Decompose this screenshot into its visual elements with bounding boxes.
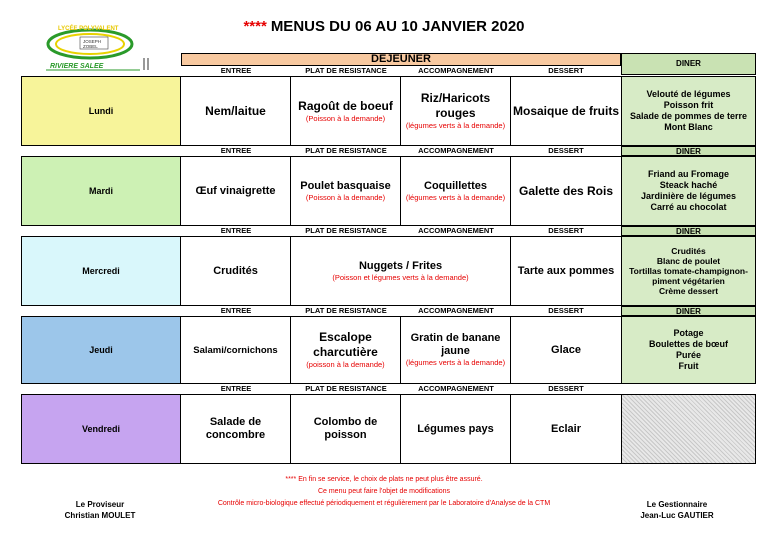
jeudi-entree-text: Salami/cornichons xyxy=(193,344,278,356)
mercredi-dessert-text: Tarte aux pommes xyxy=(517,264,615,277)
page-title xyxy=(0,18,768,35)
col-entree: ENTREE xyxy=(220,66,252,75)
svg-text:RIVIERE SALEE: RIVIERE SALEE xyxy=(50,63,104,70)
vendredi-dessert xyxy=(511,395,622,463)
signature-proviseur xyxy=(45,499,155,521)
gestionnaire-name: Jean-Luc GAUTIER xyxy=(640,511,714,520)
row-mardi xyxy=(21,156,756,226)
mercredi-plat xyxy=(291,237,511,305)
day-label-lundi: Lundi xyxy=(22,77,181,145)
gestionnaire-role: Le Gestionnaire xyxy=(646,500,708,509)
jeudi-entree xyxy=(181,317,291,383)
jeudi-diner-2: Boulettes de bœuf xyxy=(649,339,728,349)
footnote-1: **** En fin se service, le choix de plats ne peut plus être assuré. xyxy=(285,476,483,483)
lundi-accomp-note: (légumes verts à la demande) xyxy=(405,121,506,130)
mardi-diner-4: Carré au chocolat xyxy=(650,202,727,212)
col-plat: PLAT DE RESISTANCE xyxy=(305,226,387,235)
lundi-plat xyxy=(291,77,401,145)
mardi-entree xyxy=(181,157,291,225)
jeudi-diner-1: Potage xyxy=(673,328,704,338)
col-accomp: ACCOMPAGNEMENT xyxy=(418,146,494,155)
column-headers-jeudi xyxy=(181,306,621,316)
mercredi-diner-2: Blanc de poulet xyxy=(656,256,721,266)
col-dessert: DESSERT xyxy=(548,226,584,235)
col-plat: PLAT DE RESISTANCE xyxy=(305,146,387,155)
mardi-diner-2: Steack haché xyxy=(659,180,718,190)
mercredi-plat-note: (Poisson et légumes verts à la demande) xyxy=(332,272,469,282)
lundi-dessert xyxy=(511,77,622,145)
row-jeudi xyxy=(21,316,756,384)
vendredi-entree-text: Salade de concombre xyxy=(205,416,266,441)
mercredi-diner-4: Crème dessert xyxy=(658,286,719,296)
lundi-accomp-text: Riz/Haricots rouges xyxy=(420,91,491,120)
footnote-2: Ce menu peut faire l'objet de modifications xyxy=(317,488,451,495)
lundi-diner xyxy=(622,77,755,145)
col-accomp: ACCOMPAGNEMENT xyxy=(418,384,494,393)
col-dessert: DESSERT xyxy=(548,306,584,315)
mardi-plat-note: (Poisson à la demande) xyxy=(305,192,386,202)
mardi-dessert-text: Galette des Rois xyxy=(518,183,614,198)
diner-header: DINER xyxy=(621,53,756,75)
mercredi-entree xyxy=(181,237,291,305)
lundi-diner-4: Mont Blanc xyxy=(664,122,713,132)
mercredi-dessert xyxy=(511,237,622,305)
jeudi-plat-note: (poisson à la demande) xyxy=(306,360,385,369)
col-dessert: DESSERT xyxy=(548,146,584,155)
jeudi-accomp-text: Gratin de banane jaune xyxy=(410,332,501,357)
mardi-accomp-text: Coquillettes xyxy=(424,179,487,192)
proviseur-name: Christian MOULET xyxy=(64,511,136,520)
mercredi-plat-text: Nuggets / Frites xyxy=(358,259,443,272)
row-mercredi xyxy=(21,236,756,306)
day-label-jeudi: Jeudi xyxy=(22,317,181,383)
signature-gestionnaire xyxy=(622,499,732,521)
col-accomp: ACCOMPAGNEMENT xyxy=(418,66,494,75)
title-text: MENUS DU 06 AU 10 JANVIER 2020 xyxy=(270,18,525,35)
svg-text:ZOBEL: ZOBEL xyxy=(83,44,98,49)
column-headers-lundi xyxy=(181,66,621,76)
col-dessert: DESSERT xyxy=(548,384,584,393)
lundi-diner-1: Velouté de légumes xyxy=(646,89,731,99)
col-plat: PLAT DE RESISTANCE xyxy=(305,306,387,315)
col-entree: ENTREE xyxy=(220,306,252,315)
svg-text:JOSEPH: JOSEPH xyxy=(83,39,102,44)
row-vendredi xyxy=(21,394,756,464)
jeudi-diner xyxy=(622,317,755,383)
column-headers-mardi xyxy=(181,146,621,156)
jeudi-plat-text: Escalope charcutière xyxy=(313,330,378,359)
mardi-plat xyxy=(291,157,401,225)
lundi-diner-2: Poisson frit xyxy=(663,100,714,110)
proviseur-role: Le Proviseur xyxy=(75,500,125,509)
title-stars: **** xyxy=(243,18,267,35)
lundi-plat-note: (Poisson à la demande) xyxy=(305,113,386,123)
mardi-accomp xyxy=(401,157,511,225)
mercredi-diner xyxy=(622,237,755,305)
lundi-entree-text: Nem/laitue xyxy=(205,103,266,118)
col-plat: PLAT DE RESISTANCE xyxy=(305,384,387,393)
column-headers-mercredi xyxy=(181,226,621,236)
mercredi-diner-1: Crudités xyxy=(671,246,706,256)
mercredi-diner-3: Tortillas tomate-champignon-piment végétarien xyxy=(629,266,748,286)
lundi-dessert-text: Mosaique de fruits xyxy=(513,103,620,118)
footnote-3: Contrôle micro-biologique effectué périodiquement et régulièrement par le Laboratoire d'Analyse de la CTM xyxy=(217,500,551,507)
diner-header-mardi: DINER xyxy=(621,146,756,156)
jeudi-diner-4: Fruit xyxy=(678,361,699,371)
lundi-accomp xyxy=(401,77,511,145)
lundi-entree xyxy=(181,77,291,145)
day-label-mardi: Mardi xyxy=(22,157,181,225)
mardi-accomp-note: (légumes verts à la demande) xyxy=(405,192,506,202)
mardi-dessert xyxy=(511,157,622,225)
jeudi-plat xyxy=(291,317,401,383)
diner-header-mercredi: DINER xyxy=(621,226,756,236)
vendredi-diner-closed xyxy=(622,395,755,463)
mardi-diner-1: Friand au Fromage xyxy=(647,169,729,179)
column-headers-vendredi xyxy=(181,384,621,394)
jeudi-dessert-text: Glace xyxy=(551,343,581,356)
jeudi-dessert xyxy=(511,317,622,383)
jeudi-diner-3: Purée xyxy=(675,350,701,360)
lundi-plat-text: Ragoût de boeuf xyxy=(298,98,393,113)
mardi-plat-text: Poulet basquaise xyxy=(300,179,391,192)
col-dessert: DESSERT xyxy=(548,66,584,75)
day-label-vendredi: Vendredi xyxy=(22,395,181,463)
col-accomp: ACCOMPAGNEMENT xyxy=(418,226,494,235)
vendredi-plat-text: Colombo de poisson xyxy=(313,416,378,441)
mardi-diner-3: Jardinière de légumes xyxy=(640,191,737,201)
svg-text:LYCÉE POLYVALENT: LYCÉE POLYVALENT xyxy=(58,26,119,32)
diner-header-jeudi: DINER xyxy=(621,306,756,316)
jeudi-accomp xyxy=(401,317,511,383)
jeudi-accomp-note: (légumes verts à la demande) xyxy=(405,358,506,367)
day-label-mercredi: Mercredi xyxy=(22,237,181,305)
col-entree: ENTREE xyxy=(220,226,252,235)
vendredi-accomp-text: Légumes pays xyxy=(417,422,494,435)
vendredi-entree xyxy=(181,395,291,463)
row-lundi xyxy=(21,76,756,146)
col-entree: ENTREE xyxy=(220,146,252,155)
dejeuner-header: DEJEUNER xyxy=(181,53,621,66)
col-accomp: ACCOMPAGNEMENT xyxy=(418,306,494,315)
mercredi-entree-text: Crudités xyxy=(213,264,258,277)
mardi-entree-text: Œuf vinaigrette xyxy=(195,184,276,197)
vendredi-plat xyxy=(291,395,401,463)
mardi-diner xyxy=(622,157,755,225)
vendredi-dessert-text: Eclair xyxy=(551,422,581,435)
vendredi-accomp xyxy=(401,395,511,463)
col-plat: PLAT DE RESISTANCE xyxy=(305,66,387,75)
lundi-diner-3: Salade de pommes de terre xyxy=(629,111,748,121)
col-entree: ENTREE xyxy=(220,384,252,393)
